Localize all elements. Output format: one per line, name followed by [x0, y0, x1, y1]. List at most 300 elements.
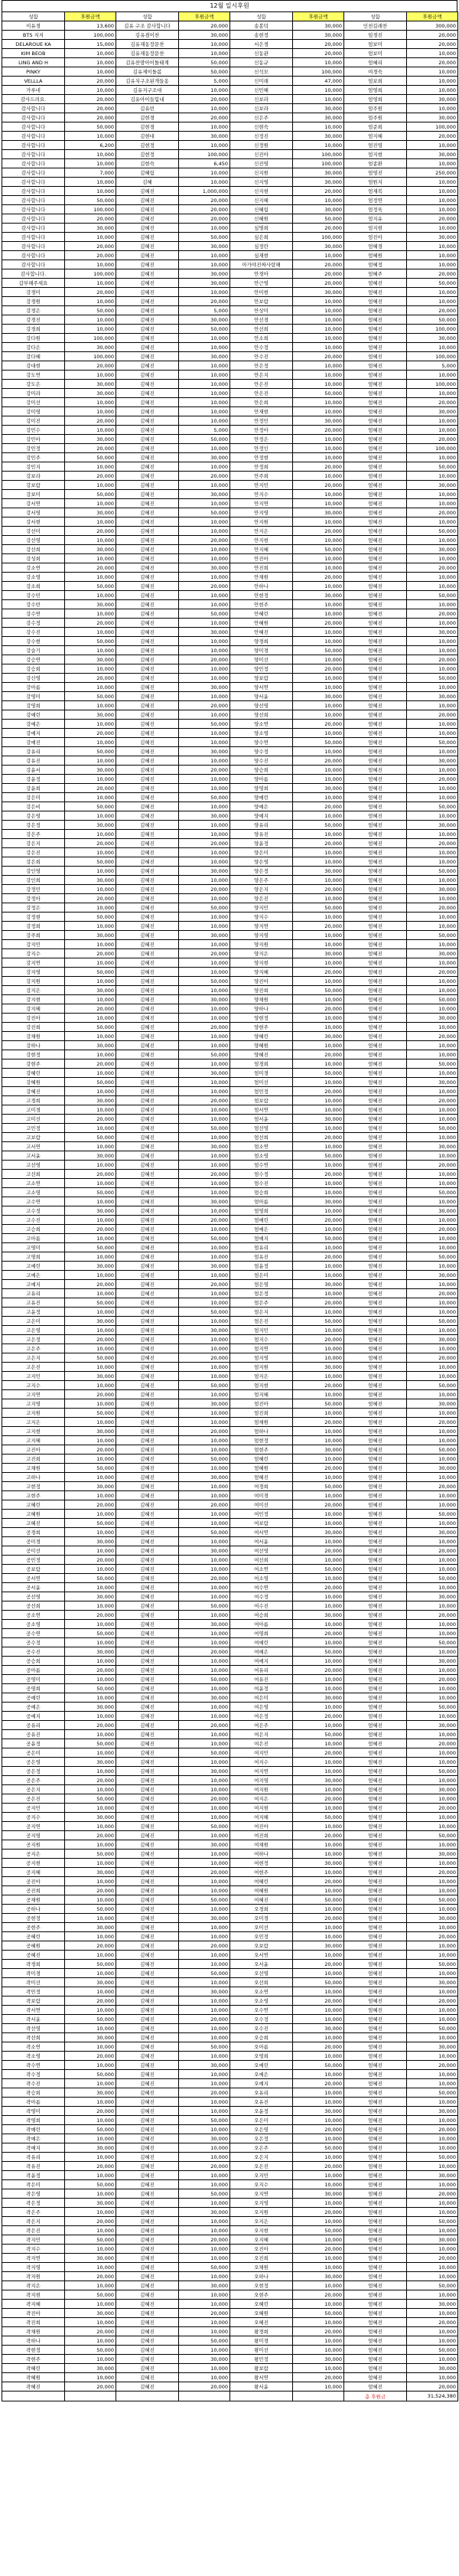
donation-amount-cell: 20,000	[407, 435, 458, 444]
donor-name-cell: 엄혜진	[344, 1317, 407, 1326]
donation-amount-cell: 20,000	[179, 536, 230, 545]
donor-name-cell: 엄혜진	[344, 2346, 407, 2355]
donation-amount-cell: 10,000	[293, 1905, 344, 1914]
donation-amount-cell: 20,000	[293, 481, 344, 490]
donor-name-cell: 엄혜진	[344, 1225, 407, 1234]
donor-name-cell: 김혜진	[116, 894, 179, 903]
table-row	[2, 371, 458, 380]
donor-name-cell: 엄혜진	[344, 1519, 407, 1528]
donor-name-cell: 아가야진짜사랑해	[230, 260, 293, 269]
donor-name-cell: 엄혜진	[344, 334, 407, 343]
donation-amount-cell: 10,000	[407, 1115, 458, 1124]
donation-amount-cell: 10,000	[179, 573, 230, 582]
donor-name-cell: 고은지	[2, 1353, 65, 1363]
donation-amount-cell: 10,000	[293, 2098, 344, 2107]
table-row	[2, 646, 458, 655]
donation-amount-cell: 30,000	[65, 1813, 116, 1822]
donation-amount-cell: 10,000	[407, 1216, 458, 1225]
donor-name-cell: 오은정	[230, 2134, 293, 2143]
donation-amount-cell: 100,000	[407, 325, 458, 334]
table-row	[2, 931, 458, 940]
donor-name-cell: 양소연	[230, 720, 293, 729]
donor-name-cell: KIM BEOB	[2, 49, 65, 58]
donation-amount-cell: 10,000	[407, 1620, 458, 1629]
donation-amount-cell: 30,000	[179, 1546, 230, 1556]
donor-name-cell: 고미선	[2, 1115, 65, 1124]
donation-amount-cell: 10,000	[407, 178, 458, 187]
donor-name-cell: 감사합니다	[2, 260, 65, 269]
donor-name-cell: 곽진아	[2, 2309, 65, 2318]
donation-amount-cell: 20,000	[179, 701, 230, 710]
donor-name-cell: 곽현정	[2, 2346, 65, 2355]
donor-name-cell: 김혜진	[116, 1041, 179, 1050]
donation-amount-cell: 10,000	[65, 1473, 116, 1482]
donor-name-cell: 안은정	[230, 361, 293, 371]
table-row	[2, 1280, 458, 1289]
donation-amount-cell: 30,000	[407, 1528, 458, 1537]
donation-amount-cell: 10,000	[65, 1638, 116, 1647]
donation-amount-cell: 20,000	[293, 1216, 344, 1225]
donor-name-cell: 신정원	[230, 141, 293, 150]
table-row	[2, 444, 458, 453]
donor-name-cell: 엄혜리	[344, 58, 407, 67]
donor-name-cell: 엄혜진	[344, 1987, 407, 1996]
donation-amount-cell: 10,000	[407, 701, 458, 710]
donation-amount-cell: 10,000	[65, 885, 116, 894]
donation-amount-cell: 10,000	[65, 1179, 116, 1188]
donation-amount-cell: 10,000	[293, 1932, 344, 1941]
table-row	[2, 1510, 458, 1519]
donation-amount-cell: 10,000	[65, 2134, 116, 2143]
donation-amount-cell: 20,000	[407, 903, 458, 913]
donation-amount-cell: 10,000	[407, 2180, 458, 2189]
donor-name-cell: 엄지원	[230, 1363, 293, 1372]
table-row	[2, 1703, 458, 1712]
donor-name-cell: 양미선	[230, 655, 293, 664]
table-row	[2, 1592, 458, 1601]
donor-name-cell: 김혜진	[116, 2300, 179, 2309]
donation-amount-cell: 10,000	[179, 2171, 230, 2180]
donation-amount-cell: 50,000	[293, 646, 344, 655]
donor-name-cell: 김혜진	[116, 1546, 179, 1556]
donor-name-cell: 엄혜진	[344, 591, 407, 600]
donor-name-cell: 감사합니다	[2, 150, 65, 159]
donation-amount-cell: 20,000	[65, 242, 116, 251]
donor-name-cell: 김혜진	[116, 1776, 179, 1785]
donor-name-cell: 강지현	[2, 995, 65, 1004]
donation-amount-cell: 50,000	[179, 435, 230, 444]
donor-name-cell: 김혜진	[116, 2143, 179, 2153]
donor-name-cell: 강아름	[2, 683, 65, 692]
donor-name-cell: 엄혜진	[344, 1510, 407, 1519]
table-row	[2, 1050, 458, 1059]
donation-amount-cell: 20,000	[407, 40, 458, 49]
donation-amount-cell: 50,000	[407, 2024, 458, 2033]
donation-amount-cell: 10,000	[65, 1510, 116, 1519]
donor-name-cell: 공은미	[2, 1748, 65, 1758]
donation-amount-cell: 10,000	[293, 1969, 344, 1978]
table-row	[2, 297, 458, 306]
donation-amount-cell: 20,000	[293, 1381, 344, 1390]
donor-name-cell: 강다은	[2, 343, 65, 352]
donor-name-cell: 엄혜진	[344, 1289, 407, 1298]
donation-amount-cell: 30,000	[407, 1592, 458, 1601]
donor-name-cell: 김혜진	[116, 1510, 179, 1519]
donor-name-cell: 강진아	[2, 1014, 65, 1023]
donation-amount-cell: 10,000	[179, 122, 230, 132]
donation-amount-cell: 30,000	[407, 1850, 458, 1859]
donor-name-cell: 곽승희	[2, 2088, 65, 2098]
donation-amount-cell: 10,000	[407, 582, 458, 591]
donation-amount-cell: 20,000	[65, 674, 116, 683]
donor-name-cell: 김혜진	[116, 1914, 179, 1923]
donor-name-cell: 공선희	[2, 1601, 65, 1611]
donor-name-cell: 오지수	[230, 2180, 293, 2189]
donation-amount-cell: 10,000	[65, 664, 116, 674]
donor-name-cell: 안혜원	[230, 619, 293, 628]
donor-name-cell: 김혜진	[116, 701, 179, 710]
donation-amount-cell: 50,000	[65, 637, 116, 646]
table-row	[2, 756, 458, 766]
donor-name-cell: 공수진	[2, 1647, 65, 1657]
donor-name-cell: 엄혜진	[344, 2309, 407, 2318]
donation-amount-cell: 5,000	[179, 77, 230, 86]
donation-amount-cell: 20,000	[65, 1776, 116, 1785]
donation-amount-cell: 20,000	[179, 1170, 230, 1179]
donation-amount-cell: 30,000	[293, 2107, 344, 2116]
table-row	[2, 141, 458, 150]
donor-name-cell: 김유 구조 감사합니다	[116, 21, 179, 31]
donor-name-cell: 감사합니다	[2, 122, 65, 132]
donor-name-cell: 김혜진	[116, 416, 179, 426]
donation-amount-cell: 20,000	[65, 95, 116, 104]
donation-amount-cell: 50,000	[179, 1528, 230, 1537]
donor-name-cell: 엄혜진	[344, 1859, 407, 1868]
donor-name-cell: 엄준희	[344, 122, 407, 132]
donor-name-cell: 김혜진	[116, 1280, 179, 1289]
donor-name-cell: 곽미경	[2, 1969, 65, 1978]
donation-amount-cell: 20,000	[407, 398, 458, 407]
table-row	[2, 1657, 458, 1666]
donation-amount-cell: 20,000	[179, 196, 230, 205]
donor-name-cell: 엄보희	[344, 77, 407, 86]
donation-amount-cell: 10,000	[407, 2263, 458, 2272]
table-row	[2, 150, 458, 159]
donor-name-cell: 김혜진	[116, 913, 179, 922]
donor-name-cell: 엄은미	[230, 1271, 293, 1280]
donor-name-cell: 강경미	[2, 288, 65, 297]
donation-amount-cell: 10,000	[293, 1620, 344, 1629]
donation-amount-cell: 30,000	[407, 1206, 458, 1216]
table-row	[2, 2162, 458, 2171]
donation-amount-cell: 20,000	[293, 1914, 344, 1923]
table-row	[2, 426, 458, 435]
donor-name-cell: 강은비	[2, 802, 65, 811]
donation-amount-cell: 30,000	[179, 931, 230, 940]
donation-amount-cell: 10,000	[407, 683, 458, 692]
donation-amount-cell: 20,000	[179, 1096, 230, 1105]
donation-amount-cell: 20,000	[407, 839, 458, 848]
donor-name-cell: 양지원	[230, 940, 293, 949]
table-row	[2, 95, 458, 104]
table-row	[2, 132, 458, 141]
donation-amount-cell: 10,000	[179, 1298, 230, 1308]
table-row	[2, 104, 458, 113]
donor-name-cell: 고진희	[2, 1455, 65, 1464]
donor-name-cell: 고소연	[2, 1179, 65, 1188]
donor-name-cell: 공수정	[2, 1638, 65, 1647]
donor-name-cell: 곽혜린	[2, 2364, 65, 2373]
donation-amount-cell: 10,000	[179, 380, 230, 389]
donor-name-cell: 공채원	[2, 1895, 65, 1905]
donation-amount-cell: 50,000	[293, 2226, 344, 2235]
donation-amount-cell: 50,000	[293, 2309, 344, 2318]
donation-amount-cell: 10,000	[65, 995, 116, 1004]
table-row	[2, 2088, 458, 2098]
table-row	[2, 1620, 458, 1629]
donation-amount-cell: 10,000	[407, 242, 458, 251]
donation-amount-cell: 10,000	[179, 1078, 230, 1087]
donor-name-cell: 김혜진	[116, 1179, 179, 1188]
table-row	[2, 1941, 458, 1951]
donation-amount-cell: 20,000	[407, 2061, 458, 2070]
donor-name-cell: 엄혜진	[344, 619, 407, 628]
donation-amount-cell: 30,000	[293, 591, 344, 600]
donation-amount-cell: 50,000	[65, 2180, 116, 2189]
donation-amount-cell: 30,000	[293, 1032, 344, 1041]
donation-amount-cell: 10,000	[65, 1528, 116, 1537]
donor-name-cell: 여진희	[230, 1831, 293, 1840]
total-row	[2, 2392, 458, 2401]
donation-amount-cell: 10,000	[293, 1326, 344, 1335]
donor-name-cell: 감사합니다	[2, 233, 65, 242]
donation-amount-cell: 30,000	[407, 885, 458, 894]
donation-amount-cell: 10,000	[179, 389, 230, 398]
donor-name-cell: 김혜진	[116, 2226, 179, 2235]
donor-name-cell: 엄혜진	[344, 1739, 407, 1748]
donation-amount-cell: 10,000	[179, 1188, 230, 1197]
donation-amount-cell: 50,000	[293, 1895, 344, 1905]
donor-name-cell: 곽진희	[2, 2318, 65, 2327]
name-header: 성함	[230, 12, 293, 21]
donation-amount-cell: 10,000	[179, 545, 230, 554]
donor-name-cell: 김혜진	[116, 407, 179, 416]
name-header: 성함	[116, 12, 179, 21]
donor-name-cell: 김혜진	[116, 2171, 179, 2180]
donor-name-cell: 엄혜진	[344, 1831, 407, 1840]
donor-name-cell: 강은지	[2, 839, 65, 848]
donation-amount-cell: 20,000	[407, 710, 458, 720]
donor-name-cell: 김혜진	[116, 1326, 179, 1335]
donation-amount-cell: 10,000	[407, 766, 458, 775]
donation-amount-cell: 10,000	[65, 2116, 116, 2125]
donor-name-cell: 엄혜진	[344, 1014, 407, 1023]
donor-name-cell: 엄혜진	[344, 1473, 407, 1482]
donor-name-cell: 공경희	[2, 1528, 65, 1537]
table-row	[2, 233, 458, 242]
donation-amount-cell: 30,000	[407, 2300, 458, 2309]
donation-amount-cell: 30,000	[407, 113, 458, 122]
donor-name-cell: 김혜진	[116, 876, 179, 885]
donor-name-cell: 고은주	[2, 1344, 65, 1353]
donor-name-cell: 김혜진	[116, 1188, 179, 1197]
donor-name-cell: 강지은	[2, 986, 65, 995]
donation-amount-cell: 10,000	[407, 747, 458, 756]
donor-name-cell: 오유리	[230, 2088, 293, 2098]
donation-amount-cell: 50,000	[65, 1905, 116, 1914]
donation-amount-cell: 10,000	[65, 1565, 116, 1574]
donor-name-cell: 안주희	[230, 472, 293, 481]
donor-name-cell: 신지원	[230, 168, 293, 178]
donation-amount-cell: 10,000	[407, 49, 458, 58]
donation-amount-cell: 20,000	[293, 968, 344, 977]
donor-name-cell: 엄혜진	[344, 573, 407, 582]
donor-name-cell: 김혜진	[116, 1390, 179, 1399]
table-row	[2, 1271, 458, 1280]
donor-name-cell: 엄수정	[230, 1170, 293, 1179]
donation-amount-cell: 50,000	[179, 1234, 230, 1243]
donation-amount-cell: 10,000	[179, 371, 230, 380]
table-row	[2, 361, 458, 371]
donor-name-cell: 양아름	[230, 775, 293, 784]
donor-name-cell: 고서연	[2, 1142, 65, 1151]
donor-name-cell: 김혜진	[116, 1170, 179, 1179]
donation-amount-cell: 10,000	[179, 1629, 230, 1638]
donor-name-cell: 김혜진	[116, 325, 179, 334]
donation-amount-cell: 30,000	[179, 995, 230, 1004]
donor-name-cell: 오진아	[230, 2245, 293, 2254]
donor-name-cell: 엄혜진	[344, 517, 407, 527]
donor-name-cell: 신미래	[230, 77, 293, 86]
donor-name-cell: 김혜진	[116, 499, 179, 508]
donation-amount-cell: 20,000	[407, 31, 458, 40]
donor-name-cell: 김혜진	[116, 1151, 179, 1161]
donor-name-cell: 엄혜진	[344, 775, 407, 784]
table-row	[2, 1528, 458, 1537]
donation-amount-cell: 30,000	[407, 233, 458, 242]
donor-name-cell: 김혜진	[116, 1712, 179, 1721]
donor-name-cell: 엄혜진	[344, 343, 407, 352]
donation-amount-cell: 20,000	[293, 839, 344, 848]
donation-amount-cell: 10,000	[179, 2143, 230, 2153]
donor-name-cell: 엄혜진	[344, 1409, 407, 1418]
donation-amount-cell: 20,000	[65, 1996, 116, 2006]
table-row	[2, 1804, 458, 1813]
donor-name-cell: 곽은주	[2, 2208, 65, 2217]
donor-name-cell: 엄혜진	[344, 1978, 407, 1987]
donation-amount-cell: 20,000	[293, 2162, 344, 2171]
donation-amount-cell: 10,000	[293, 1243, 344, 1252]
donor-name-cell: 김현정	[116, 141, 179, 150]
donation-amount-cell: 50,000	[293, 2143, 344, 2153]
donor-name-cell: 김혜진	[116, 674, 179, 683]
donor-name-cell: 오수정	[230, 2015, 293, 2024]
donation-amount-cell: 10,000	[407, 1776, 458, 1785]
donation-amount-cell: 30,000	[179, 2208, 230, 2217]
donor-name-cell: 안선경	[230, 315, 293, 325]
donation-amount-cell: 10,000	[407, 1105, 458, 1115]
donation-amount-cell: 50,000	[65, 1188, 116, 1197]
table-row	[2, 1059, 458, 1069]
donation-amount-cell: 50,000	[407, 2346, 458, 2355]
donation-amount-cell: 10,000	[179, 1785, 230, 1794]
table-row	[2, 2327, 458, 2336]
donation-amount-cell: 10,000	[293, 2318, 344, 2327]
donor-name-cell: 엄혜진	[344, 1335, 407, 1344]
donor-name-cell: 안은진	[230, 389, 293, 398]
donation-amount-cell: 20,000	[293, 2245, 344, 2254]
donor-name-cell: 엄소영	[230, 1151, 293, 1161]
donation-amount-cell: 30,000	[407, 756, 458, 766]
donation-amount-cell: 50,000	[179, 2042, 230, 2052]
donation-amount-cell: 10,000	[407, 77, 458, 86]
donor-name-cell: 오승희	[230, 2033, 293, 2042]
donation-amount-cell: 50,000	[407, 738, 458, 747]
donor-name-cell: 엄혜진	[344, 784, 407, 793]
table-row	[2, 1298, 458, 1308]
donor-name-cell: 김유지구조대	[116, 86, 179, 95]
donor-name-cell: 김혜진	[116, 1960, 179, 1969]
donation-amount-cell: 20,000	[65, 1886, 116, 1895]
donor-name-cell: 엄혜진	[344, 1877, 407, 1886]
donor-name-cell: 김혜진	[116, 453, 179, 462]
donation-amount-cell: 10,000	[179, 1464, 230, 1473]
donor-name-cell: 안소희	[230, 334, 293, 343]
donor-name-cell: 안은희	[230, 398, 293, 407]
donor-name-cell: 김혜진	[116, 389, 179, 398]
donor-name-cell: 김혜진	[116, 637, 179, 646]
donor-name-cell: 김혜진	[116, 2254, 179, 2263]
table-row	[2, 1638, 458, 1647]
donor-name-cell: 김혜진	[116, 1409, 179, 1418]
donation-amount-cell: 10,000	[179, 2125, 230, 2134]
donation-amount-cell: 30,000	[65, 1151, 116, 1161]
donor-name-cell: 고현정	[2, 1482, 65, 1491]
donation-amount-cell: 50,000	[65, 453, 116, 462]
donor-name-cell: 강슬기	[2, 646, 65, 655]
donor-name-cell: 엄혜진	[344, 1611, 407, 1620]
donor-name-cell: 곽서연	[2, 2006, 65, 2015]
donation-amount-cell: 10,000	[179, 1409, 230, 1418]
donor-name-cell: 김혜진	[116, 2245, 179, 2254]
donor-name-cell: 김혜진	[116, 940, 179, 949]
donor-name-cell: 엄혜진	[344, 646, 407, 655]
table-row	[2, 949, 458, 958]
donor-name-cell: 엄혜진	[344, 1087, 407, 1096]
table-row	[2, 1794, 458, 1804]
donor-name-cell: 여지현	[230, 1804, 293, 1813]
table-row	[2, 279, 458, 288]
donor-name-cell: 엄혜진	[344, 1546, 407, 1556]
empty-cell	[179, 2392, 230, 2401]
donor-name-cell: 김혜진	[116, 1353, 179, 1363]
donation-amount-cell: 10,000	[179, 674, 230, 683]
donor-name-cell: 김혜진	[116, 885, 179, 894]
donation-amount-cell: 20,000	[293, 1712, 344, 1721]
donation-amount-cell: 50,000	[65, 2125, 116, 2134]
donor-name-cell: 엄진영	[344, 141, 407, 150]
donation-amount-cell: 50,000	[179, 720, 230, 729]
donation-amount-cell: 10,000	[407, 288, 458, 297]
donation-amount-cell: 10,000	[65, 1161, 116, 1170]
table-row	[2, 619, 458, 628]
donor-name-cell: 오지영	[230, 2199, 293, 2208]
donor-name-cell: 김혜진	[116, 747, 179, 756]
donor-name-cell: 강도연	[2, 371, 65, 380]
table-row	[2, 2015, 458, 2024]
donor-name-cell: 김혜진	[116, 1491, 179, 1500]
donor-name-cell: 양하나	[230, 1004, 293, 1014]
